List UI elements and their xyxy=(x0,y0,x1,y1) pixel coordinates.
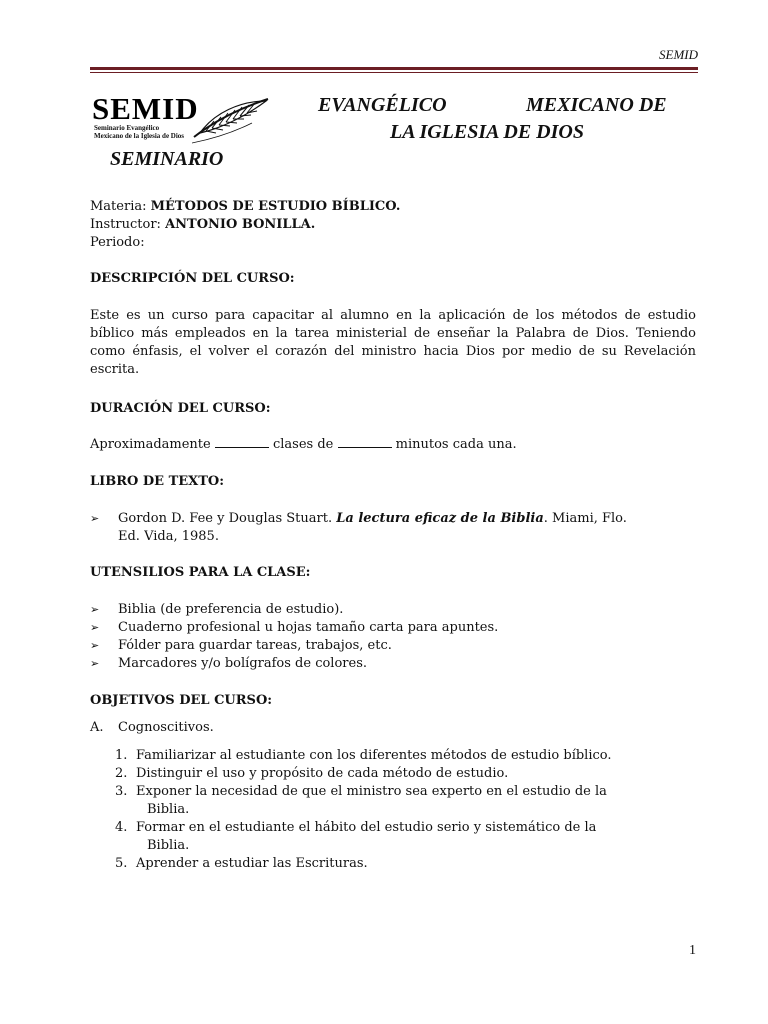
header-rule xyxy=(90,67,698,70)
objective-item: 2. Distinguir el uso y propósito de cada método de estudio. xyxy=(115,766,509,781)
arrow-bullet-icon: ➢ xyxy=(90,603,100,616)
header-rule-thin xyxy=(90,72,698,73)
objetivos-heading: OBJETIVOS DEL CURSO: xyxy=(90,693,273,708)
minutos-blank xyxy=(338,437,392,448)
instructor-value: ANTONIO BONILLA. xyxy=(165,217,316,232)
instructor-label: Instructor: xyxy=(90,217,161,232)
objective-item: 3. Exponer la necesidad de que el ministro sea experto en el estudio de la xyxy=(115,784,607,799)
arrow-bullet-icon: ➢ xyxy=(90,621,100,634)
libro-author: Gordon D. Fee y Douglas Stuart. xyxy=(118,511,333,526)
logo-subtitle-2: Mexicano de la Iglesia de Dios xyxy=(94,132,185,140)
duracion-part2: clases de xyxy=(272,437,334,452)
objective-item: 5. Aprender a estudiar las Escrituras. xyxy=(115,856,368,871)
utensilios-heading: UTENSILIOS PARA LA CLASE: xyxy=(90,565,311,580)
duracion-heading: DURACIÓN DEL CURSO: xyxy=(90,401,271,416)
arrow-bullet-icon: ➢ xyxy=(90,657,100,670)
objective-item: 4. Formar en el estudiante el hábito del estudio serio y sistemático de la xyxy=(115,820,597,835)
semid-logo xyxy=(92,93,272,153)
duracion-part1: Aproximadamente xyxy=(90,437,211,452)
wheat-leaf-icon xyxy=(192,93,270,148)
duracion-line xyxy=(90,436,517,454)
section-letter: A. xyxy=(90,720,104,735)
descripcion-text: Este es un curso para capacitar al alumno en la aplicación de los métodos de estudio bíblico más empleados en la tarea ministerial de enseñar la Palabra de Dios. Teniendo como énfasis, el volver el corazón del ministro hacia Dios por medio de su Revelación escrita. xyxy=(90,308,696,377)
libro-heading: LIBRO DE TEXTO: xyxy=(90,474,225,489)
arrow-bullet-icon: ➢ xyxy=(90,512,100,525)
cognoscitivos-line xyxy=(90,719,214,737)
objective-item: 1. Familiarizar al estudiante con los diferentes métodos de estudio bíblico. xyxy=(115,748,612,763)
libro-line2: Ed. Vida, 1985. xyxy=(118,529,219,544)
page-number: 1 xyxy=(689,943,696,958)
objective-continuation: Biblia. xyxy=(147,838,190,853)
materia-line xyxy=(90,198,400,216)
instructor-line xyxy=(90,216,315,234)
materia-value: MÉTODOS DE ESTUDIO BÍBLICO. xyxy=(150,199,401,214)
materia-label: Materia: xyxy=(90,199,147,214)
duracion-part3: minutos cada una. xyxy=(395,437,517,452)
title-seminario: SEMINARIO xyxy=(110,148,224,170)
logo-word: SEMID xyxy=(92,91,199,126)
header-tag: SEMID xyxy=(659,47,698,62)
logo-subtitle-1: Seminario Evangélico xyxy=(94,124,160,132)
title-iglesia: LA IGLESIA DE DIOS xyxy=(390,121,584,143)
title-mexicano: MEXICANO DE xyxy=(526,94,667,116)
descripcion-heading: DESCRIPCIÓN DEL CURSO: xyxy=(90,271,295,286)
title-evangelico: EVANGÉLICO xyxy=(318,94,447,116)
objective-continuation: Biblia. xyxy=(147,802,190,817)
section-label: Cognoscitivos. xyxy=(118,720,214,735)
libro-title: La lectura eficaz de la Biblia xyxy=(336,511,544,526)
clases-blank xyxy=(215,437,269,448)
periodo-line: Periodo: xyxy=(90,235,145,250)
arrow-bullet-icon: ➢ xyxy=(90,639,100,652)
libro-rest: . Miami, Flo. xyxy=(543,511,627,526)
